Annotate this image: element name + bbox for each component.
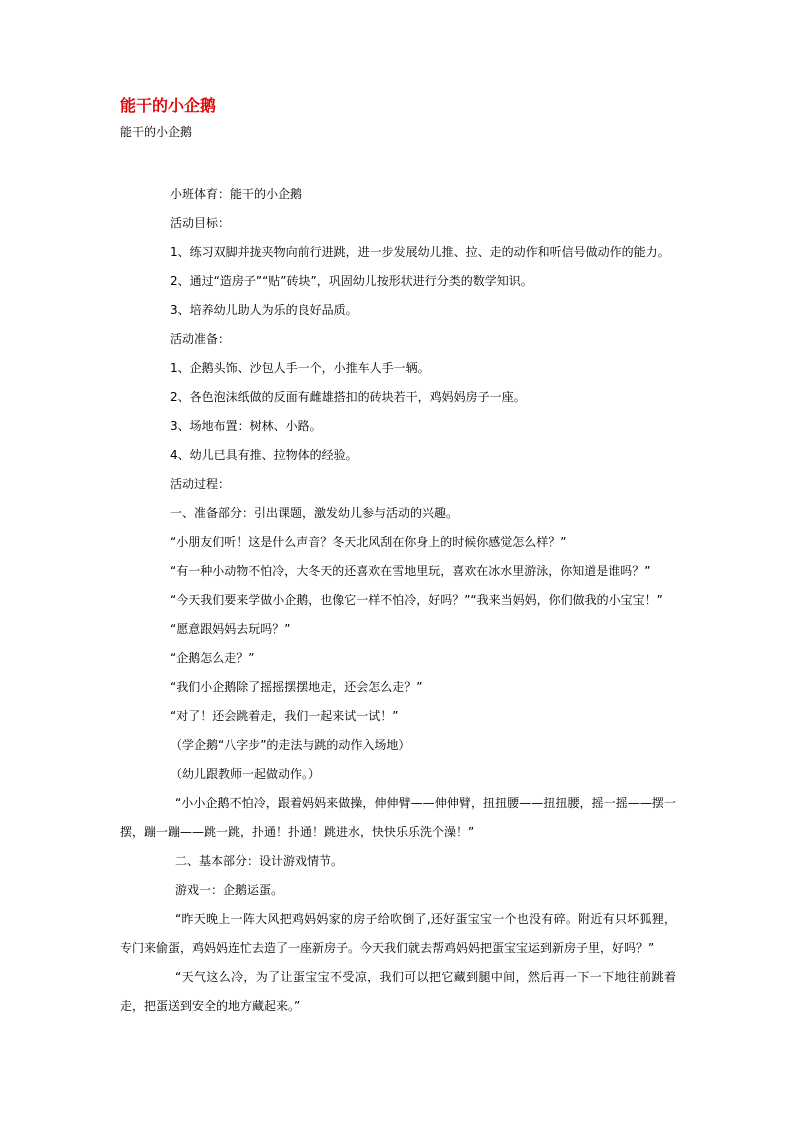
stage-direction: （幼儿跟教师一起做动作。） — [170, 767, 321, 781]
goal-item: 2、通过“造房子”“贴”砖块”，巩固幼儿按形状进行分类的数学知识。 — [170, 274, 533, 288]
goal-item: 3、培养幼儿助人为乐的良好品质。 — [170, 303, 358, 317]
story-paragraph: “昨天晚上一阵大风把鸡妈妈家的房子给吹倒了,还好蛋宝宝一个也没有碎。附近有只坏狐狸，专门来偷蛋，鸡妈妈连忙去造了一座新房子。今天我们就去帮鸡妈妈把蛋宝宝运到新房子里，好吗？” — [120, 912, 676, 955]
dialogue-line: “对了！还会跳着走，我们一起来试一试！” — [170, 709, 399, 723]
dialogue-line: “有一种小动物不怕冷，大冬天的还喜欢在雪地里玩，喜欢在冰水里游泳，你知道是谁吗？” — [170, 564, 651, 578]
document-body — [120, 180, 676, 1021]
process-part-heading: 二、基本部分：设计游戏情节。 — [175, 854, 344, 868]
preparation-item: 1、企鹅头饰、沙包人手一个，小推车人手一辆。 — [170, 361, 430, 375]
story-paragraph: “天气这么冷，为了让蛋宝宝不受凉，我们可以把它藏到腿中间，然后再一下一下地往前跳着走，把蛋送到安全的地方藏起来。” — [120, 970, 676, 1013]
preparation-item: 3、场地布置：树林、小路。 — [170, 419, 322, 433]
dialogue-line: “今天我们要来学做小企鹅，也像它一样不怕冷，好吗？”“我来当妈妈，你们做我的小宝宝！” — [170, 593, 663, 607]
document-subtitle: 能干的小企鹅 — [120, 125, 193, 139]
game-heading: 游戏一：企鹅运蛋。 — [175, 883, 284, 897]
lesson-heading: 小班体育：能干的小企鹅 — [170, 187, 303, 201]
preparation-item: 2、各色泡沫纸做的反面有雌雄搭扣的砖块若干，鸡妈妈房子一座。 — [170, 390, 526, 404]
stage-direction: （学企鹅“八字步”的走法与跳的动作入场地） — [170, 738, 411, 752]
preparation-item: 4、幼儿已具有推、拉物体的经验。 — [170, 448, 358, 462]
document-title: 能干的小企鹅 — [120, 96, 217, 115]
dialogue-line: “企鹅怎么走？” — [170, 651, 255, 665]
dialogue-line: “愿意跟妈妈去玩吗？” — [170, 622, 291, 636]
process-part-heading: 一、准备部分：引出课题，激发幼儿参与活动的兴趣。 — [170, 506, 459, 520]
section-heading-goals: 活动目标： — [170, 216, 231, 230]
section-heading-process: 活动过程： — [170, 477, 231, 491]
chant-paragraph: “小小企鹅不怕冷，跟着妈妈来做操，伸伸臂——伸伸臂，扭扭腰——扭扭腰，摇一摇——摆一摆，蹦一蹦——跳一跳，扑通！扑通！跳进水，快快乐乐洗个澡！” — [120, 796, 676, 839]
dialogue-line: “小朋友们听！这是什么声音？冬天北风刮在你身上的时候你感觉怎么样？” — [170, 535, 567, 549]
goal-item: 1、练习双脚并拢夹物向前行进跳，进一步发展幼儿推、拉、走的动作和听信号做动作的能力。 — [170, 245, 670, 259]
dialogue-line: “我们小企鹅除了摇摇摆摆地走，还会怎么走？” — [170, 680, 423, 694]
section-heading-preparation: 活动准备： — [170, 332, 231, 346]
